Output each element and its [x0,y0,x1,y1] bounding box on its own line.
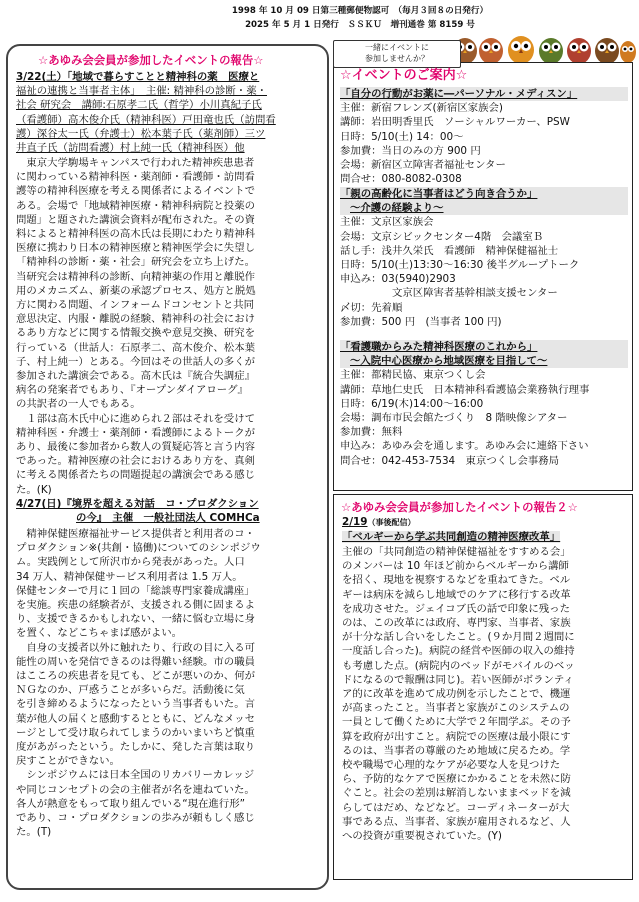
body-line: １部は高木氏中心に進められ２部はそれを受けて [16,412,255,425]
ev1-line: 主催：新宿フレンズ(新宿区家族会) [340,102,503,115]
body-line: ージとして受け取られてしまうのかいまいちど慎重 [16,726,255,739]
body-line: 医療に携わり日本の精神医療と精神医学会に失望し [16,242,255,255]
body-line: り、支援できるかもしれない、一緒に悩む立場に身 [16,613,255,626]
body-line: 一員として働くために大学で２年間学ぶ。その予 [342,716,571,729]
ev3-line: 主催：都精民協、東京つくし会 [340,369,486,382]
event1-body [16,156,320,497]
report2-body [342,545,630,843]
ev1-line: 問合せ：080-8082-0308 [340,173,462,186]
body-line: ム。実践例として所沢市から発表があった。人口 [16,556,245,569]
body-line: ある。会場で「地域精神医療・精神科病院と投薬の [16,199,255,212]
body-line: 一度話し合った)。病院の経営や医師の収入の維持 [342,645,575,658]
event1-header-line: 護）深谷太一氏（弁護士）松本葉子氏（薬剤師）三ツ [16,127,266,140]
event1-header-line: 福祉の連携と当事者主体」 主催: 精神科の診断・薬・ [16,85,267,98]
ev3-title: 「看護職からみた精神科医療のこれから」 [340,340,628,354]
body-line: 問題」と題された講演会資料が配布された。その資 [16,213,255,226]
ev2-line: 文京区障害者基幹相談支援センター [340,287,558,300]
body-line: た。(K) [16,483,52,496]
event2-body [16,527,320,839]
ev2-line: 参加費：500 円 (当事者 100 円) [340,315,502,328]
body-line: や同じコンセプトの会の主催者が名を連ねていた。 [16,783,255,796]
body-line: の共訳者の一人でもある。 [16,398,141,411]
body-line: シンポジウムには日本全国のリカバリーカレッジ [16,769,255,782]
report2-date-row [342,515,630,530]
event-guide-ev2 [340,187,628,329]
body-line: ＮＧなのか、戸惑うことが多いらだ。活動後に気 [16,684,245,697]
body-line: 当研究会は精神科の診断、向精神薬の作用と離脱作 [16,270,255,283]
issue-header-line1: 1998 年 10 月 09 日第三種郵便物認可 （毎月３回８の日発行） [231,6,489,16]
body-line: 精神科医・弁護士・薬剤師・看護師によるトークが [16,426,255,439]
body-line: 料によると精神科医の高木氏は長期にわたり精神科 [16,228,255,241]
body-line: 「精神科の診断・薬・社会」研究会を立ち上げた。 [16,256,255,269]
event1-header-line: 社会 研究会 講師:石原孝二氏（哲学）小川真紀子氏 [16,99,262,112]
body-line: も考慮した点。(病院内のベッドがモバイルのベッ [342,659,575,672]
body-line: のメンバーは 10 年ほど前からベルギーから講師 [342,560,569,573]
event1-header-line: （看護師）高木俊介氏（精神科医）戸田竜也氏（訪問看 [16,113,276,126]
event2-header [16,497,320,525]
body-line: を成功させた。ジェイコブ氏の話で印象に残った [342,602,570,615]
body-line: らしてはだめ、などなど。コーディネーターが大 [342,801,570,814]
owl-icon [479,38,503,64]
ev3-line: 問合せ：042-453-7534 東京つくし会事務局 [340,454,560,467]
body-line: を実施。疾患の経験者が、支援される側に固まるよ [16,599,255,612]
body-line: に関わっている精神科医・薬剤師・看護師・訪問看 [16,171,255,184]
body-line: 用のメカニズム、新薬の承認プロセス、処方と脱処 [16,284,256,297]
body-line: ギーは病床を減らし地域でのケアに移行する改革 [342,588,571,601]
body-line: 主催の「共同創造の精神保健福祉をすすめる会」 [342,546,571,558]
body-line: 度があがったという。たしかに、発した言葉は取り [16,741,255,754]
event-guide-title: ☆イベントのご案内☆ [340,68,468,83]
ev3-line: 日時：6/19(木)14:00～16:00 [340,397,484,410]
body-line: が高まったこと。当事者と家族がこのシステムの [342,702,570,715]
owl-icon [595,38,619,64]
body-line: はこころの疾患者を見ても、どこが悪いのか、何が [16,670,255,683]
event2-header-line: の今』 主催 一般社団法人 COMHCa [76,512,260,525]
report2-title: ☆あゆみ会会員が参加したイベントの報告２☆ [341,500,578,514]
ev2-title: 「親の高齢化に当事者はどう向き合うか」 [340,187,628,201]
body-line: であり、コ・プロダクションの歩みが頼もしく感じ [16,812,255,825]
ev2-line: 〆切：先着順 [340,301,403,314]
ev2-line: 主催：文京区家族会 [340,216,434,229]
report2-date: 2/19 [342,516,368,528]
invite-speech-bubble [333,40,461,68]
body-line: 方に関わる問題、インフォームドコンセントと共同 [16,299,255,312]
body-line: を引き締めるようになったという当事者もいた。言 [16,698,255,711]
ev2-line: 申込み：03(5940)2903 [340,273,456,286]
ev3-subtitle: ～入院中心医療から地域医療を目指して～ [340,354,628,368]
body-line: 戻すことができない。 [16,755,120,768]
body-line: 子、村上純一）とある。今回はその世話人の多くが [16,355,255,368]
body-line: ぐこと。社会の差別は解消しないままベッドを減 [342,787,571,800]
ev3-line: 講師：草地仁史氏 日本精神科看護協会業務執行理事 [340,383,590,396]
body-line: プロダクション※(共創・協働)についてのシンポジウ [16,542,261,555]
body-line: 意思決定、内服・離脱の経験、精神科の社会におけ [16,313,255,326]
ev3-line: 参加費：無料 [340,426,403,439]
body-line: 東京大学駒場キャンパスで行われた精神疾患患者 [16,157,255,169]
bubble-line: 参加しませんか？ [365,54,429,63]
body-line: あり、最後に参加者から数人の質疑応答と言う内容 [16,441,255,454]
body-line: 葉が他人の届くと感動するとともに、どんなメッセ [16,712,255,725]
ev2-line: 日時：5/10(土)13:30～16:30 後半グループトーク [340,259,580,272]
ev1-line: 日時：5/10(土) 14：00～ [340,130,464,143]
report2-event-title-row [342,530,630,544]
owl-icon [508,36,534,64]
body-line: 護等の精神科医療を考える関係者によるイベントで [16,185,255,198]
ev2-line: 話し手：浅井久栄氏 看護師 精神保健福祉士 [340,244,559,257]
body-line: を招く、現地を視察するなどを重ねてきた。ベル [342,574,571,587]
event-guide-ev3 [340,340,628,468]
event1-header [16,70,320,155]
body-line: 校や職場で心理的なケアが必要な人を見つけた [342,759,561,772]
body-line: 算を政府が出すこと。病院での医療は最小限にす [342,730,571,743]
left-report-title: ☆あゆみ会会員が参加したイベントの報告☆ [38,53,264,67]
body-line: るあり方などに関する情報交換や意見交換、研究を [16,327,255,340]
body-line: 能性の周いを発信できるのは得難い経験。市の職員 [16,655,255,668]
ev3-line: 会場：調布市民会館たづくり 8 階映像シアター [340,412,568,425]
ev3-line: 申込み：あゆみ会を通します。あゆみ会に連絡下さい [340,440,589,453]
body-line: 自身の支援者以外に触れたり、行政の目に入る可 [16,641,255,654]
body-line: 行っている（世話人：石原孝二、高木俊介、松本葉 [16,341,255,354]
body-line: 保健センターで月に１回の「総談専門家養成講座」 [16,584,255,597]
ev2-subtitle: ～介護の経験より～ [340,201,628,215]
ev2-line: 会場：文京シビックセンター4階 会議室Ｂ [340,230,544,243]
body-line: が十分な話し合いをしたこと。(９か月間２週間に [342,631,575,644]
event1-header-line: 3/22(土）「地域で暮らすことと精神科の薬 医療と [16,71,260,83]
owl-icon [620,41,636,63]
report2-date-note: （事後配信） [367,518,416,527]
body-line: 事である点、当事者、家族が雇用されるなど、人 [342,815,571,828]
event2-header-line: 4/27(日)『境界を超える対話 コ・プロダクション [16,498,259,510]
ev1-line: 会場：新宿区立障害者福祉センター [340,159,506,172]
ev1-title: 「自分の行動がお薬に―パーソナル・メディスン」 [340,87,628,101]
body-line: のは、この改革には政府、専門家、当事者、家族 [342,617,571,630]
event-guide-ev1 [340,87,628,186]
event1-header-line: 井直子氏（訪問看護）村上純一氏（精神科医）他 [16,142,245,155]
body-line: た。(T) [16,826,52,839]
body-line: ら、予防的なケアで医療にかかることを未然に防 [342,773,571,786]
body-line: 病名の発案者でもあり、『オープンダイアローグ』 [16,384,248,397]
owl-icon [539,38,563,64]
body-line: であった。精神医療の社会におけるあり方を、真剣 [16,455,255,468]
ev1-line: 講師：岩田明香里氏 ソーシャルワーカー、PSW [340,116,570,129]
body-line: ア的に改革を進めて成功例を示したことで、機運 [342,688,571,701]
body-line: 34 万人、精神保健サービス利用者は 1.5 万人。 [16,570,243,583]
ev1-line: 参加費：当日のみの方 900 円 [340,144,481,157]
owl-icon [567,38,591,64]
body-line: るのは、当事者の尊厳のため地域に戻るため。学 [342,744,571,757]
body-line: を置く、などこちゃまば感がよい。 [16,627,183,640]
body-line: に考える関係者たちの問題提起の講演会である感じ [16,469,255,482]
body-line: 各人が熱意をもって取り組んでいる“現在進行形” [16,797,245,810]
issue-header-line2: 2025 年 5 月 1 日発行 ＳＳＫＵ 増刊通巻 第 8159 号 [245,20,475,30]
bubble-line: 一緒にイベントに [365,43,429,52]
owl-illustration [451,31,637,65]
report2-event-title: 「ベルギーから学ぶ共同創造の精神医療改革」 [342,531,561,543]
body-line: ドになるので報酬は同じ)。若い医師がボランティ [342,673,574,686]
body-line: への投資が重要視されていた。(Y) [342,830,502,843]
body-line: 参加された講演会である。高木氏は『統合失調症』 [16,370,255,383]
body-line: 精神保健医療福祉サービス提供者と利用者のコ・ [16,528,255,540]
